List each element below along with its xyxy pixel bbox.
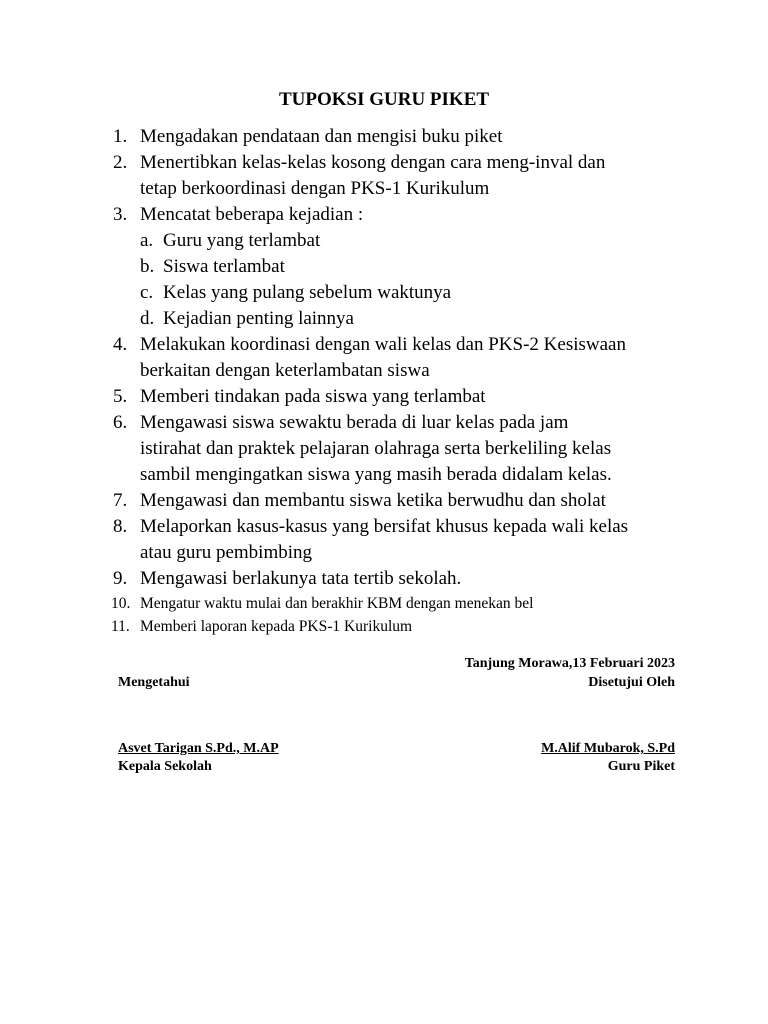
duty-teacher-name: M.Alif Mubarok, S.Pd <box>541 741 675 756</box>
item-number: 6. <box>113 412 128 433</box>
item-text: Mengawasi berlakunya tata tertib sekolah. <box>140 568 462 589</box>
sub-list-item <box>113 280 693 306</box>
sub-list-item <box>113 306 693 332</box>
item-number: 5. <box>113 386 128 407</box>
duty-teacher-role: Guru Piket <box>607 759 675 774</box>
item-number: 2. <box>113 152 128 173</box>
item-text: Mengawasi siswa sewaktu berada di luar kelas pada jam <box>140 412 569 433</box>
document-title: TUPOKSI GURU PIKET <box>278 89 490 110</box>
list-item <box>113 615 693 638</box>
sub-item-letter: b. <box>140 256 155 277</box>
item-text: Melaporkan kasus-kasus yang bersifat khusus kepada wali kelas <box>140 516 629 537</box>
duty-list <box>113 124 693 638</box>
item-text: atau guru pembimbing <box>140 542 313 563</box>
item-number: 8. <box>113 516 128 537</box>
list-item <box>113 566 693 592</box>
item-text: Mengadakan pendataan dan mengisi buku piket <box>140 126 503 147</box>
item-number: 1. <box>113 126 128 147</box>
item-number: 10. <box>111 595 131 612</box>
sub-item-letter: a. <box>140 230 154 251</box>
list-item <box>113 384 693 410</box>
item-text: Memberi laporan kepada PKS-1 Kurikulum <box>140 618 413 635</box>
list-item <box>113 124 693 150</box>
list-item <box>113 514 693 566</box>
item-text: istirahat dan praktek pelajaran olahraga serta berkeliling kelas <box>140 438 612 459</box>
place-date: Tanjung Morawa,13 Februari 2023 <box>464 656 675 671</box>
sub-item-text: Kejadian penting lainnya <box>163 308 354 329</box>
item-number: 11. <box>111 618 130 635</box>
list-item <box>113 410 693 488</box>
sub-item-letter: c. <box>140 282 154 303</box>
list-item <box>113 202 693 228</box>
list-item <box>113 488 693 514</box>
sub-item-letter: d. <box>140 308 155 329</box>
item-number: 3. <box>113 204 128 225</box>
list-item <box>113 332 693 384</box>
item-text: berkaitan dengan keterlambatan siswa <box>140 360 430 381</box>
sub-item-text: Guru yang terlambat <box>163 230 321 251</box>
list-item <box>113 592 693 615</box>
principal-role: Kepala Sekolah <box>118 759 212 774</box>
sub-item-text: Siswa terlambat <box>163 256 285 277</box>
item-number: 4. <box>113 334 128 355</box>
item-text: tetap berkoordinasi dengan PKS-1 Kurikulum <box>140 178 490 199</box>
item-text: Melakukan koordinasi dengan wali kelas dan PKS-2 Kesiswaan <box>140 334 626 355</box>
sub-item-text: Kelas yang pulang sebelum waktunya <box>163 282 452 303</box>
item-number: 9. <box>113 568 128 589</box>
principal-name: Asvet Tarigan S.Pd., M.AP <box>118 741 279 756</box>
right-caption: Disetujui Oleh <box>588 675 675 690</box>
left-caption: Mengetahui <box>118 675 190 690</box>
sub-list-item <box>113 254 693 280</box>
item-text: Memberi tindakan pada siswa yang terlambat <box>140 386 486 407</box>
item-text: Mencatat beberapa kejadian : <box>140 204 364 225</box>
item-text: sambil mengingatkan siswa yang masih berada didalam kelas. <box>140 464 612 485</box>
sub-list-item <box>113 228 693 254</box>
item-number: 7. <box>113 490 128 511</box>
list-item <box>113 150 693 202</box>
item-text: Mengawasi dan membantu siswa ketika berwudhu dan sholat <box>140 490 606 511</box>
item-text: Mengatur waktu mulai dan berakhir KBM dengan menekan bel <box>140 595 534 612</box>
item-text: Menertibkan kelas-kelas kosong dengan cara meng-inval dan <box>140 152 606 173</box>
